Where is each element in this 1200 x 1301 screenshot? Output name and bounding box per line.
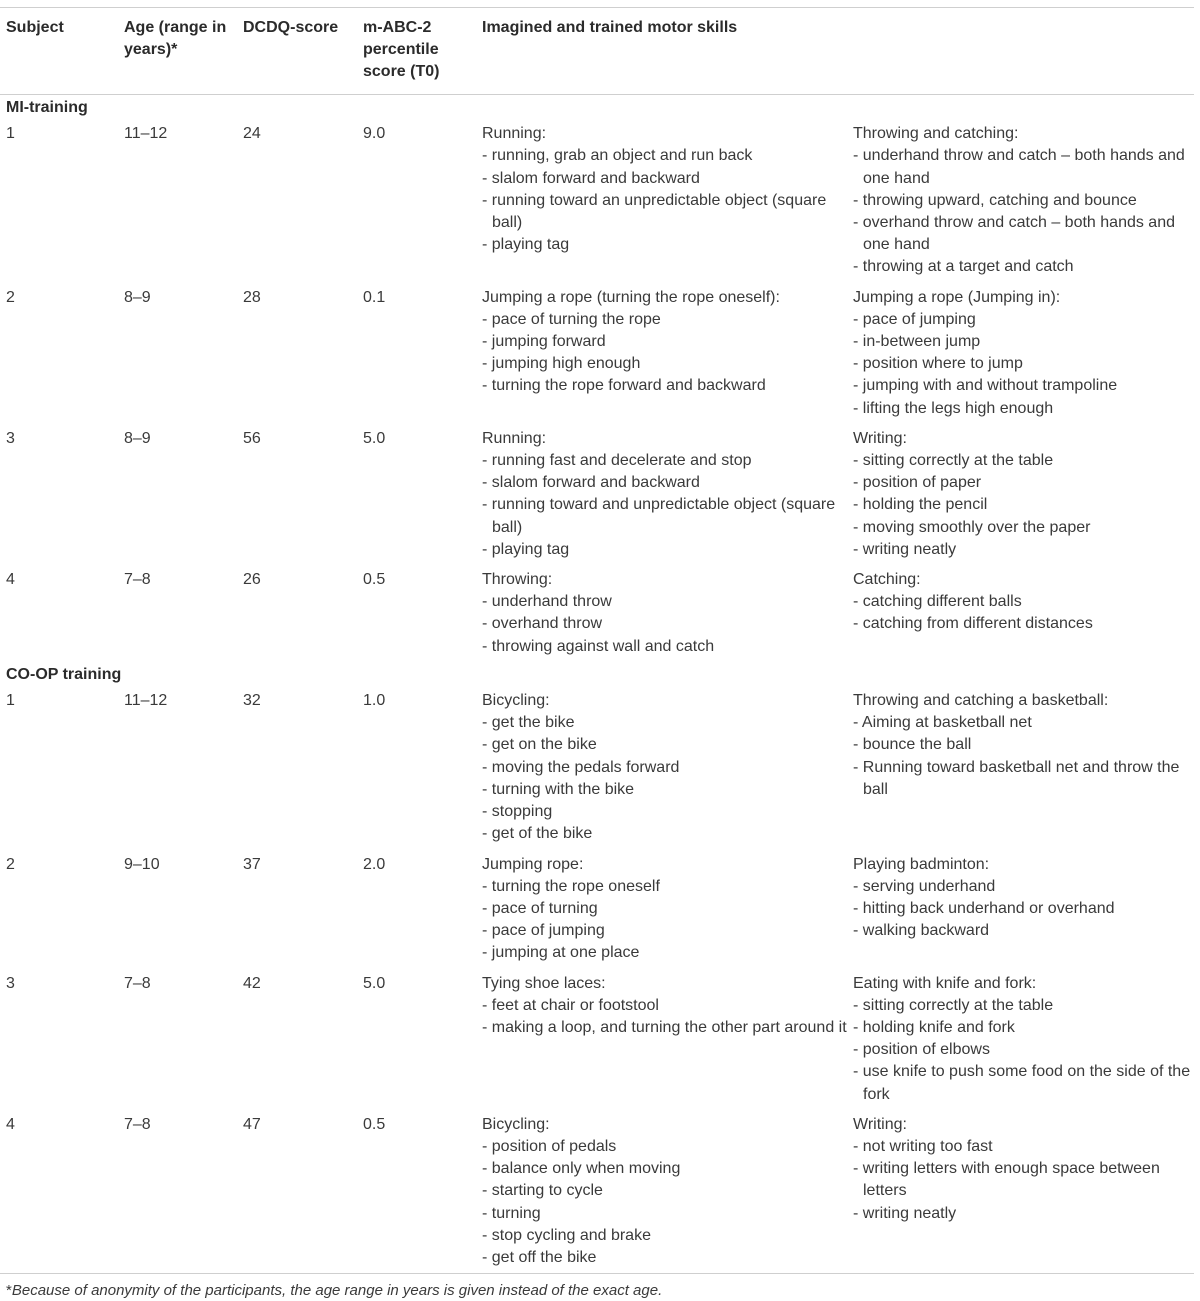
header-mabc: m-ABC-2 percentile score (T0) <box>363 19 440 80</box>
skill-title: Catching: <box>853 571 921 589</box>
skill-item: - sitting correctly at the table <box>853 452 1054 470</box>
cell-age: 11–12 <box>124 692 168 710</box>
table-row <box>0 119 1194 282</box>
table-row <box>0 850 1194 969</box>
skill-item: - holding knife and fork <box>853 1018 1015 1036</box>
skill-item: - bounce the ball <box>853 736 972 754</box>
skill-title: Running: <box>482 125 547 143</box>
motor-skills-table <box>0 7 1194 1274</box>
skill-item: - playing tag <box>482 540 570 558</box>
skill-item: - jumping with and without trampoline <box>853 377 1118 395</box>
skill-item: - pace of jumping <box>482 922 605 940</box>
skill-item: - get on the bike <box>482 736 597 754</box>
skill-item: - jumping at one place <box>482 944 640 962</box>
skill-item: - making a loop, and turning the other part around it <box>482 1018 847 1036</box>
skill-item: - running toward and unpredictable object (square ball) <box>482 496 836 536</box>
skill-item: - running fast and decelerate and stop <box>482 452 752 470</box>
skill-item: - underhand throw and catch – both hands and one hand <box>853 147 1185 187</box>
skill-item: - hitting back underhand or overhand <box>853 899 1115 917</box>
skill-title: Jumping a rope (turning the rope oneself): <box>482 288 780 306</box>
table-container <box>0 7 1200 1301</box>
skill-item: - walking backward <box>853 922 990 940</box>
header-subject: Subject <box>6 19 64 36</box>
group-label: MI-training <box>6 99 88 116</box>
cell-skill-2 <box>847 119 1194 282</box>
table-row <box>0 565 1194 662</box>
cell-age: 8–9 <box>124 429 151 447</box>
skill-title: Writing: <box>853 1115 907 1133</box>
skill-item: - position where to jump <box>853 355 1023 373</box>
cell-mabc: 2.0 <box>363 855 386 873</box>
skill-item: - catching different balls <box>853 593 1022 611</box>
cell-age: 7–8 <box>124 571 151 589</box>
skill-item: - starting to cycle <box>482 1182 603 1200</box>
cell-skill-1 <box>476 686 847 849</box>
cell-skill-2 <box>847 283 1194 424</box>
cell-mabc: 0.5 <box>363 571 386 589</box>
skill-item: - slalom forward and backward <box>482 474 700 492</box>
cell-mabc: 0.5 <box>363 1115 386 1133</box>
skill-item: - throwing at a target and catch <box>853 258 1074 276</box>
cell-dcdq: 26 <box>243 571 261 589</box>
table-row <box>0 1110 1194 1274</box>
cell-mabc: 0.1 <box>363 288 386 306</box>
skill-item: - overhand throw <box>482 615 603 633</box>
skill-item: - not writing too fast <box>853 1137 993 1155</box>
skill-title: Jumping rope: <box>482 855 584 873</box>
skill-item: - pace of turning the rope <box>482 310 661 328</box>
skill-title: Tying shoe laces: <box>482 974 606 992</box>
table-header <box>0 8 1194 95</box>
cell-skill-1 <box>476 283 847 424</box>
skill-item: - moving smoothly over the paper <box>853 518 1091 536</box>
cell-age: 7–8 <box>124 1115 151 1133</box>
skill-item: - position of pedals <box>482 1137 617 1155</box>
skill-item: - pace of turning <box>482 899 598 917</box>
cell-subject: 1 <box>6 692 15 710</box>
cell-skill-2 <box>847 850 1194 969</box>
skill-item: - playing tag <box>482 236 570 254</box>
skill-item: - turning <box>482 1204 541 1222</box>
cell-subject: 3 <box>6 429 15 447</box>
skill-item: - writing neatly <box>853 1204 957 1222</box>
skill-title: Throwing and catching: <box>853 125 1019 143</box>
cell-subject: 4 <box>6 571 15 589</box>
cell-age: 9–10 <box>124 855 160 873</box>
cell-skill-1 <box>476 119 847 282</box>
header-dcdq: DCDQ-score <box>243 19 339 36</box>
group-label: CO-OP training <box>6 665 122 683</box>
cell-skill-1 <box>476 424 847 565</box>
cell-mabc: 1.0 <box>363 692 386 710</box>
cell-dcdq: 24 <box>243 125 261 143</box>
skill-item: - jumping high enough <box>482 355 641 373</box>
skill-item: - overhand throw and catch – both hands and one hand <box>853 214 1175 254</box>
skill-title: Jumping a rope (Jumping in): <box>853 288 1061 306</box>
skill-item: - balance only when moving <box>482 1160 681 1178</box>
skill-item: - catching from different distances <box>853 615 1093 633</box>
header-skills: Imagined and trained motor skills <box>482 19 738 36</box>
skill-item: - serving underhand <box>853 877 996 895</box>
skill-item: - feet at chair or footstool <box>482 996 659 1014</box>
skill-item: - position of paper <box>853 474 982 492</box>
skill-item: - stop cycling and brake <box>482 1226 651 1244</box>
cell-subject: 3 <box>6 974 15 992</box>
skill-item: - sitting correctly at the table <box>853 996 1054 1014</box>
skill-title: Bicycling: <box>482 692 550 710</box>
cell-skill-1 <box>476 850 847 969</box>
footnote-text: Because of anonymity of the participants, the age range in years is given instead of the exact age. <box>11 1282 663 1300</box>
cell-subject: 2 <box>6 855 15 873</box>
skill-item: - get off the bike <box>482 1248 597 1266</box>
skill-title: Throwing: <box>482 571 553 589</box>
cell-skill-1 <box>476 969 847 1110</box>
cell-mabc: 5.0 <box>363 429 386 447</box>
skill-item: - running, grab an object and run back <box>482 147 753 165</box>
cell-age: 7–8 <box>124 974 151 992</box>
skill-item: - writing neatly <box>853 540 957 558</box>
skill-item: - moving the pedals forward <box>482 758 680 776</box>
table-row <box>0 283 1194 424</box>
cell-dcdq: 47 <box>243 1115 261 1133</box>
skill-title: Throwing and catching a basketball: <box>853 692 1109 710</box>
cell-dcdq: 32 <box>243 692 261 710</box>
table-row <box>0 686 1194 849</box>
skill-item: - turning the rope oneself <box>482 877 660 895</box>
skill-item: - underhand throw <box>482 593 612 611</box>
group-row <box>0 662 1194 686</box>
footnote-mark: * <box>6 1282 12 1300</box>
skill-item: - use knife to push some food on the side of the fork <box>853 1063 1191 1103</box>
skill-title: Playing badminton: <box>853 855 990 873</box>
skill-item: - Running toward basketball net and throw the ball <box>853 758 1180 798</box>
cell-skill-1 <box>476 1110 847 1274</box>
cell-dcdq: 37 <box>243 855 261 873</box>
skill-item: - running toward an unpredictable object (square ball) <box>482 191 827 232</box>
skill-item: - slalom forward and backward <box>482 169 700 187</box>
skill-item: - in-between jump <box>853 333 981 351</box>
cell-subject: 2 <box>6 288 15 306</box>
table-row <box>0 969 1194 1110</box>
skill-item: - jumping forward <box>482 333 606 351</box>
cell-age: 11–12 <box>124 125 168 143</box>
table-body <box>0 95 1194 1274</box>
table-row <box>0 424 1194 565</box>
skill-item: - turning with the bike <box>482 780 635 798</box>
skill-title: Bicycling: <box>482 1115 550 1133</box>
cell-mabc: 5.0 <box>363 974 386 992</box>
skill-item: - holding the pencil <box>853 496 988 514</box>
skill-item: - get of the bike <box>482 825 593 843</box>
cell-subject: 4 <box>6 1115 15 1133</box>
cell-skill-2 <box>847 969 1194 1110</box>
skill-item: - turning the rope forward and backward <box>482 377 766 395</box>
skill-item: - Aiming at basketball net <box>853 714 1032 732</box>
cell-skill-2 <box>847 1110 1194 1274</box>
cell-skill-1 <box>476 565 847 662</box>
cell-skill-2 <box>847 686 1194 849</box>
skill-item: - writing letters with enough space between letters <box>853 1160 1160 1200</box>
skill-title: Eating with knife and fork: <box>853 974 1037 992</box>
cell-dcdq: 42 <box>243 974 261 992</box>
skill-title: Running: <box>482 429 547 447</box>
skill-item: - lifting the legs high enough <box>853 399 1054 417</box>
group-row <box>0 95 1194 120</box>
skill-title: Writing: <box>853 429 907 447</box>
cell-dcdq: 28 <box>243 288 261 306</box>
skill-item: - position of elbows <box>853 1041 990 1059</box>
cell-age: 8–9 <box>124 288 151 306</box>
table-footnote <box>0 1274 1200 1301</box>
cell-skill-2 <box>847 424 1194 565</box>
skill-item: - throwing against wall and catch <box>482 637 715 655</box>
skill-item: - stopping <box>482 803 553 821</box>
skill-item: - pace of jumping <box>853 310 976 328</box>
skill-item: - get the bike <box>482 714 575 732</box>
cell-mabc: 9.0 <box>363 125 386 143</box>
skill-item: - throwing upward, catching and bounce <box>853 191 1137 209</box>
cell-subject: 1 <box>6 125 15 143</box>
header-age: Age (range in years)* <box>124 19 227 58</box>
cell-dcdq: 56 <box>243 429 261 447</box>
cell-skill-2 <box>847 565 1194 662</box>
